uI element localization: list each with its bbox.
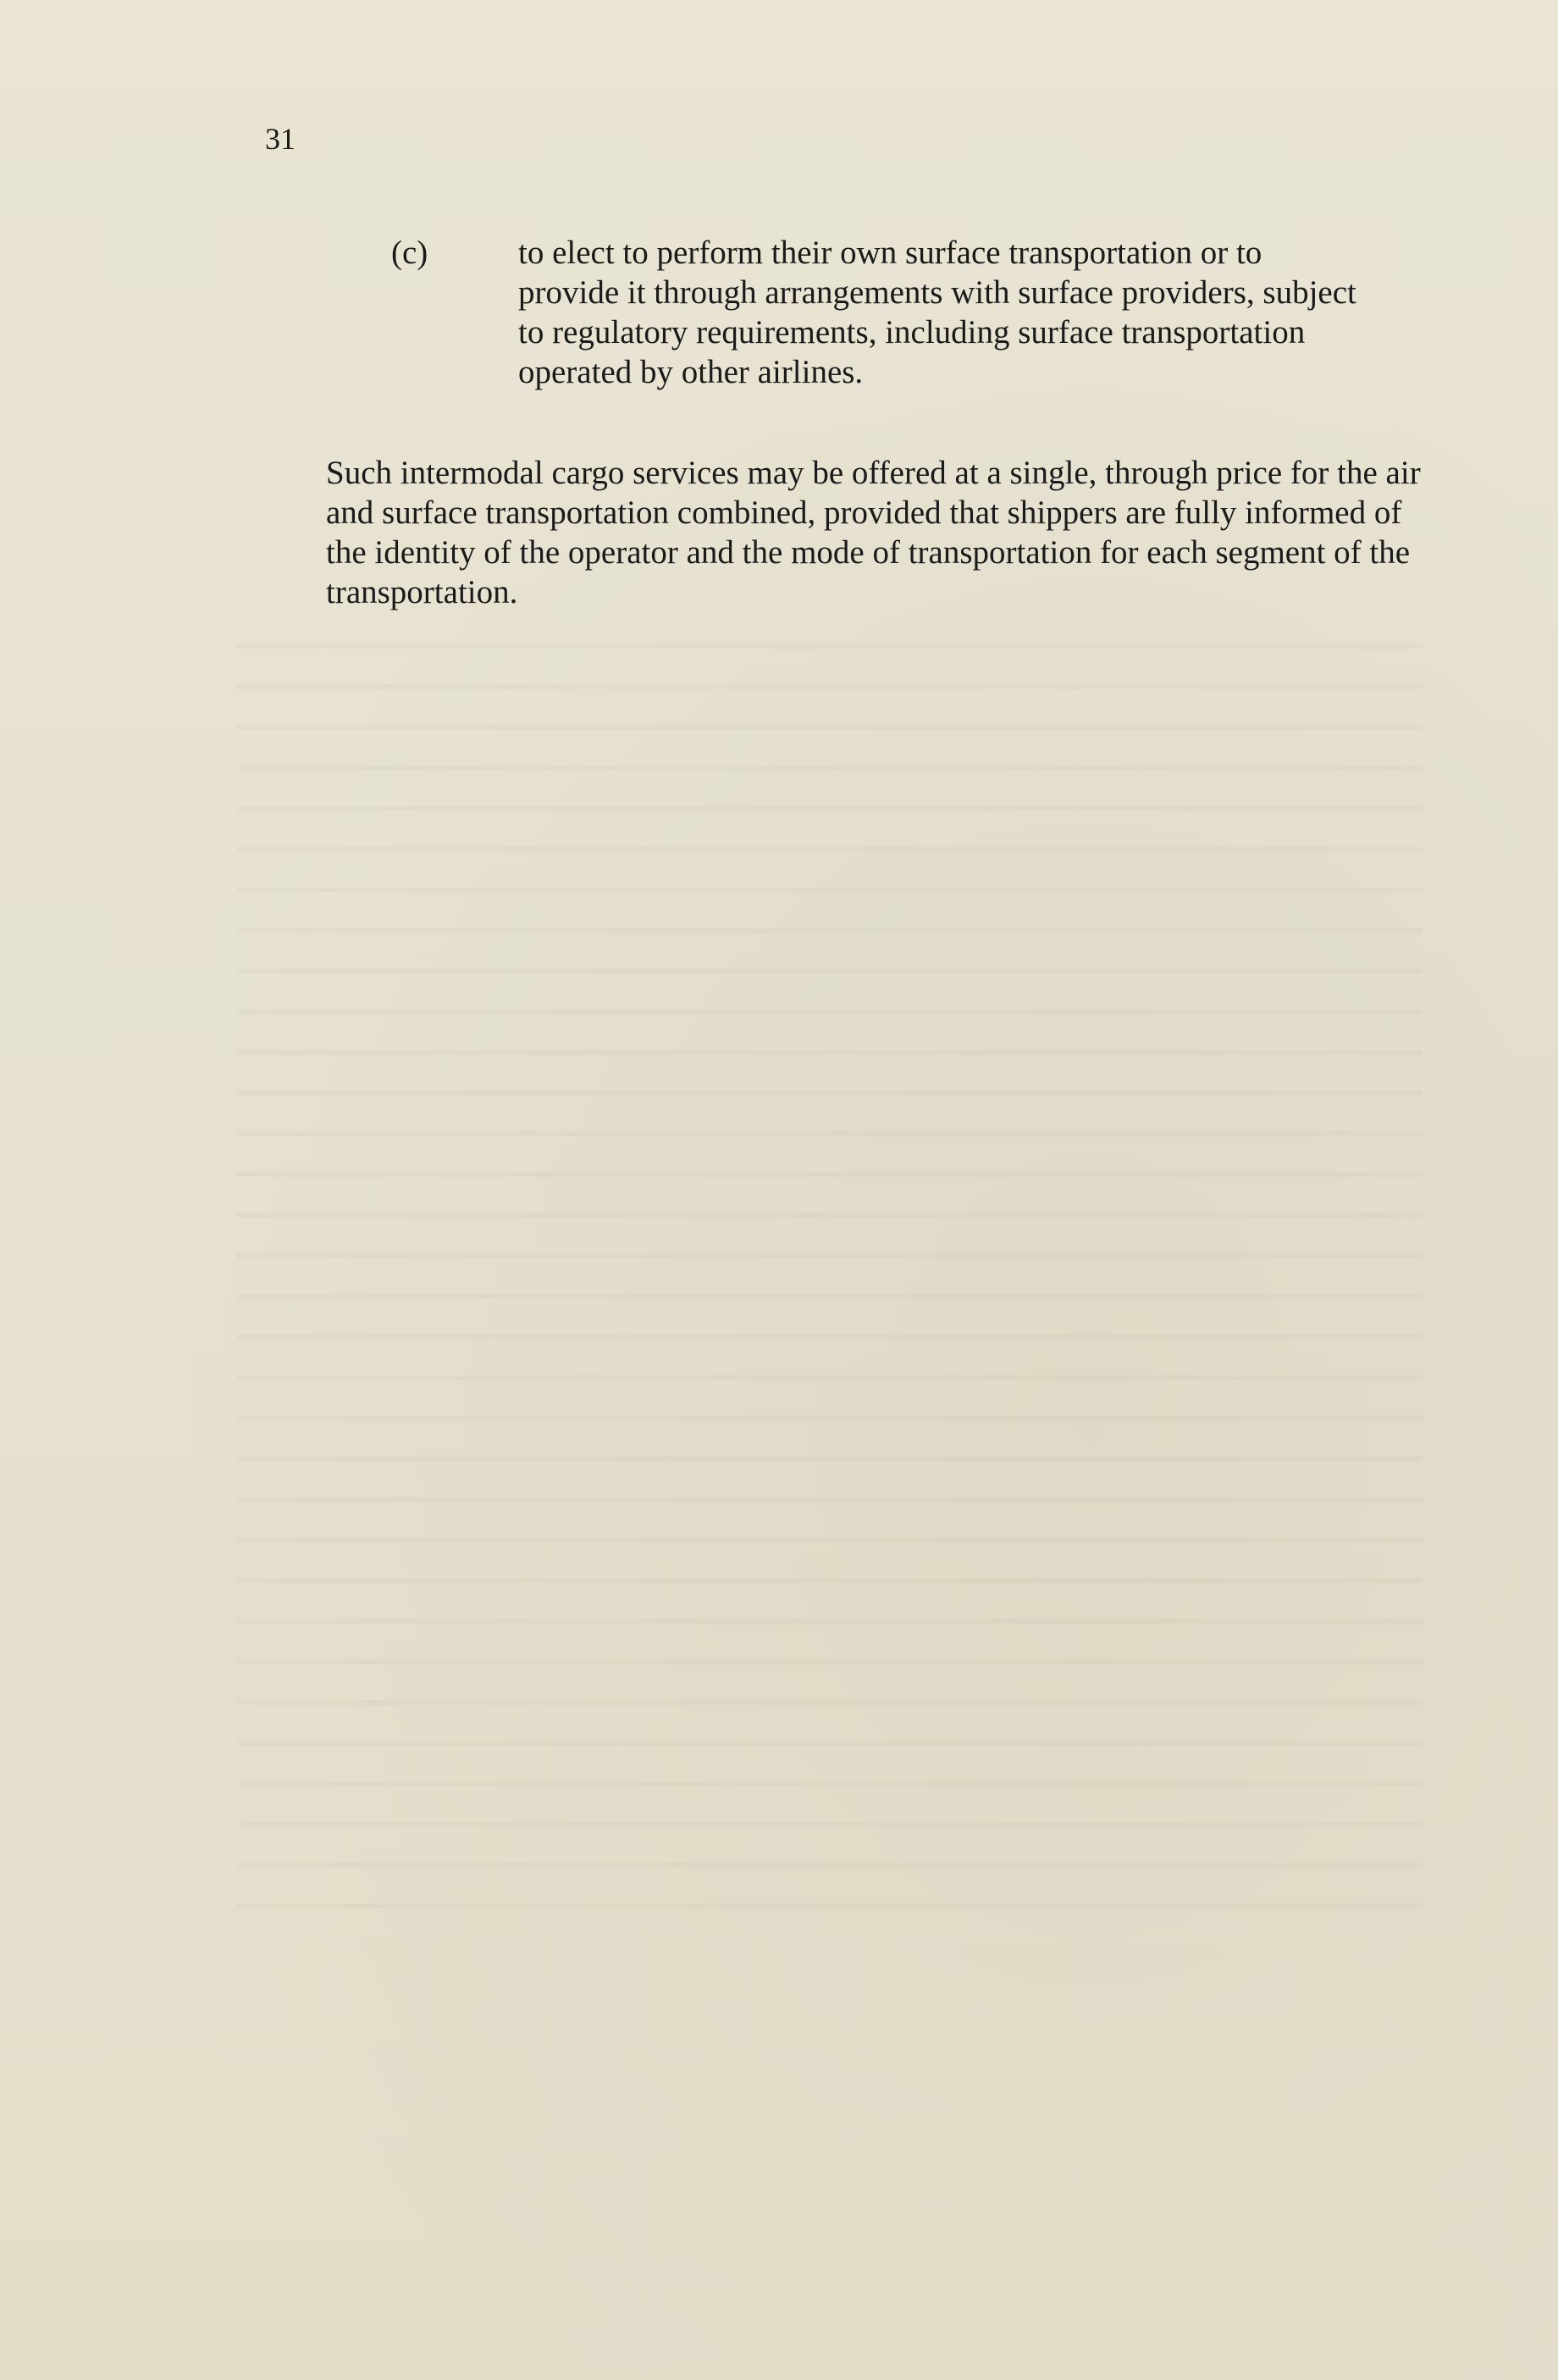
list-item-marker: (c) <box>391 235 428 271</box>
show-through-texture <box>237 643 1423 1913</box>
page-number: 31 <box>265 122 296 156</box>
list-item-text: to elect to perform their own surface transportation or to provide it through arrangements with surface providers, subject to regulatory requirements, including surface transportation operated by other airlines. <box>518 235 1356 390</box>
body-paragraph: Such intermodal cargo services may be offered at a single, through price for the air and surface transportation combined, provided that shippers are fully informed of the identity of the operator and the mode of transportation for each segment of the transportation. <box>326 455 1421 610</box>
